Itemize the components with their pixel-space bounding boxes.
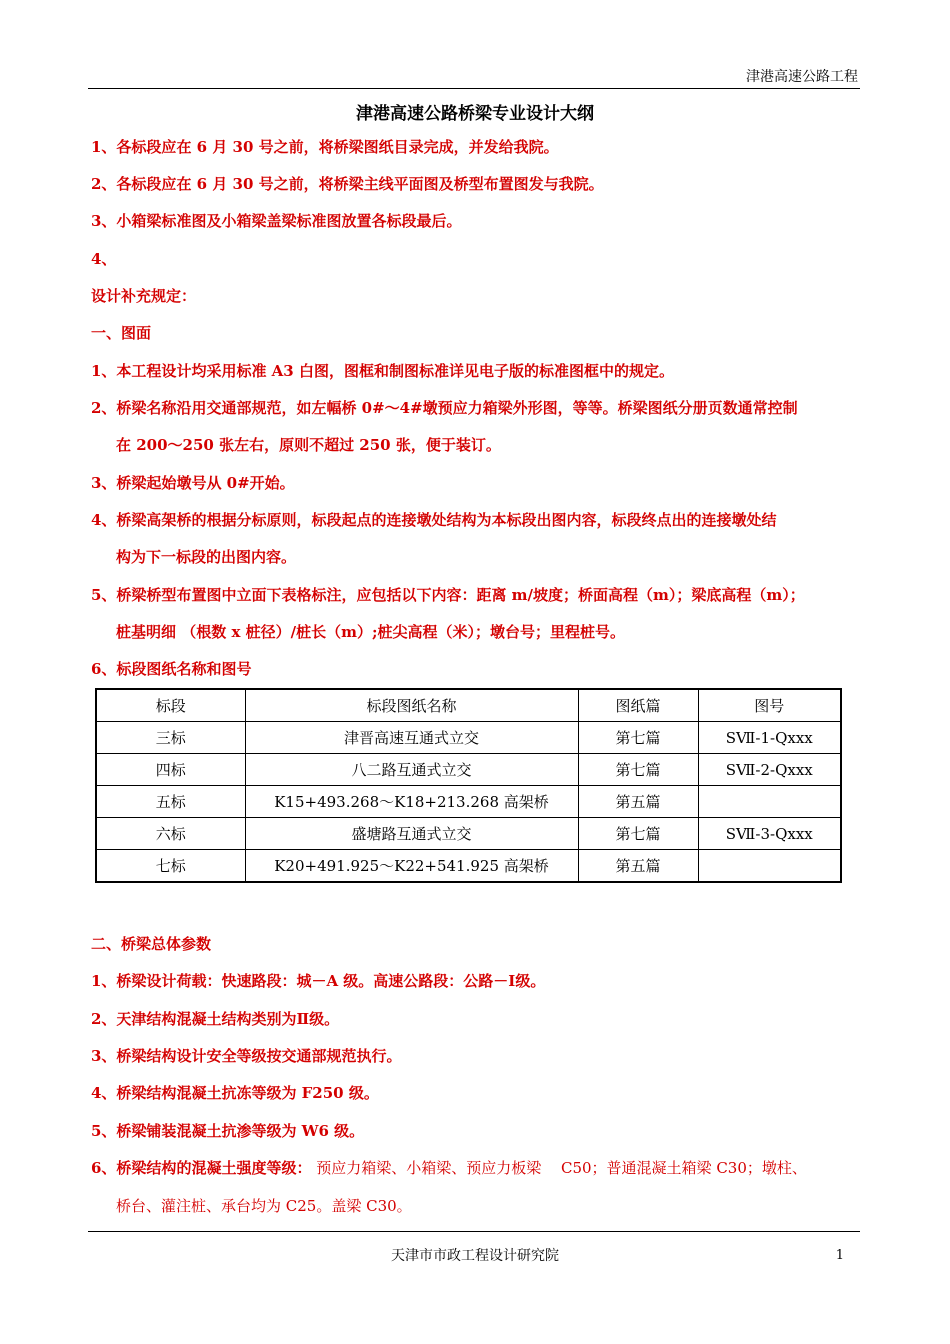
table-cell: 七标: [96, 850, 245, 883]
section-1-item: 2、桥梁名称沿用交通部规范，如左幅桥 0#～4#墩预应力箱梁外形图，等等。桥梁图纸分册页数通常控制: [91, 399, 798, 417]
table-cell: K15+493.268～K18+213.268 高架桥: [245, 786, 578, 818]
table-cell: [698, 786, 841, 818]
section-2-item: 2、天津结构混凝土结构类别为Ⅱ级。: [91, 1010, 340, 1028]
item-6-text: 预应力箱梁、小箱梁、预应力板梁 C50；普通混凝土箱梁 C30；墩柱、: [311, 1159, 807, 1177]
table-cell: 八二路互通式立交: [245, 754, 578, 786]
section-1-item-cont: 桩基明细 （根数 x 桩径）/桩长（m）;桩尖高程（米）；墩台号；里程桩号。: [116, 623, 625, 641]
table-cell: 四标: [96, 754, 245, 786]
table-cell: K20+491.925～K22+541.925 高架桥: [245, 850, 578, 883]
section-2-item-6-cont: 桥台、灌注桩、承台均为 C25。盖梁 C30。: [116, 1197, 412, 1215]
table-row: [96, 786, 841, 818]
page-footer: 天津市市政工程设计研究院: [391, 1248, 559, 1264]
table-cell: 盛塘路互通式立交: [245, 818, 578, 850]
section-1-item-cont: 构为下一标段的出图内容。: [116, 548, 297, 566]
section-2-item: 4、桥梁结构混凝土抗冻等级为 F250 级。: [91, 1084, 379, 1102]
table-row: [96, 818, 841, 850]
section-1-item: 4、桥梁高架桥的根据分标原则，标段起点的连接墩处结构为本标段出图内容，标段终点出的连接墩处结: [91, 511, 777, 529]
supplement-heading: 设计补充规定：: [91, 287, 197, 305]
table-cell: [698, 850, 841, 883]
table-cell: 第七篇: [578, 722, 698, 754]
intro-item-3: 3、小箱梁标准图及小箱梁盖梁标准图放置各标段最后。: [91, 212, 462, 230]
section-1-item: 3、桥梁起始墩号从 0#开始。: [91, 474, 295, 492]
page-number: 1: [835, 1248, 844, 1263]
section-2-item-6: [91, 1158, 807, 1178]
section-2-item: 5、桥梁铺装混凝土抗渗等级为 W6 级。: [91, 1122, 365, 1140]
intro-item-4: 4、: [91, 250, 117, 268]
table-header-cell: 图号: [698, 689, 841, 722]
header-rule: [88, 88, 860, 89]
table-cell: 津晋高速互通式立交: [245, 722, 578, 754]
table-cell: 三标: [96, 722, 245, 754]
intro-item-1: 1、各标段应在 6 月 30 号之前，将桥梁图纸目录完成，并发给我院。: [91, 138, 559, 156]
table-cell: 六标: [96, 818, 245, 850]
table-cell: SⅦ-2-Qxxx: [698, 754, 841, 786]
footer-rule: [88, 1231, 860, 1232]
section-1-item: 6、标段图纸名称和图号: [91, 660, 252, 678]
section-1-heading: 一、图面: [91, 324, 152, 342]
table-cell: 第七篇: [578, 818, 698, 850]
table-header-cell: 标段: [96, 689, 245, 722]
table-row: [96, 722, 841, 754]
section-1-item: 1、本工程设计均采用标准 A3 白图，图框和制图标准详见电子版的标准图框中的规定。: [91, 362, 674, 380]
table-row: [96, 850, 841, 883]
intro-item-2: 2、各标段应在 6 月 30 号之前，将桥梁主线平面图及桥型布置图发与我院。: [91, 175, 604, 193]
table-header-cell: 标段图纸名称: [245, 689, 578, 722]
page-header: 津港高速公路工程: [746, 69, 858, 85]
document-title: 津港高速公路桥梁专业设计大纲: [356, 104, 594, 124]
item-6-label: 6、桥梁结构的混凝土强度等级：: [91, 1159, 312, 1177]
drawing-table: [95, 688, 842, 883]
table-cell: 第五篇: [578, 786, 698, 818]
section-2-item: 3、桥梁结构设计安全等级按交通部规范执行。: [91, 1047, 402, 1065]
table-cell: SⅦ-1-Qxxx: [698, 722, 841, 754]
section-1-item-cont: 在 200～250 张左右，原则不超过 250 张，便于装订。: [116, 436, 501, 454]
table-cell: SⅦ-3-Qxxx: [698, 818, 841, 850]
table-cell: 第五篇: [578, 850, 698, 883]
table-cell: 五标: [96, 786, 245, 818]
table-row: [96, 754, 841, 786]
section-2-item: 1、桥梁设计荷载：快速路段：城－A 级。高速公路段：公路－Ⅰ级。: [91, 972, 546, 990]
table-header-cell: 图纸篇: [578, 689, 698, 722]
table-cell: 第七篇: [578, 754, 698, 786]
section-2-heading: 二、桥梁总体参数: [91, 935, 212, 953]
section-1-item: 5、桥梁桥型布置图中立面下表格标注，应包括以下内容：距离 m/坡度；桥面高程（m）；梁底高程（m）；: [91, 586, 805, 604]
table-header-row: [96, 689, 841, 722]
